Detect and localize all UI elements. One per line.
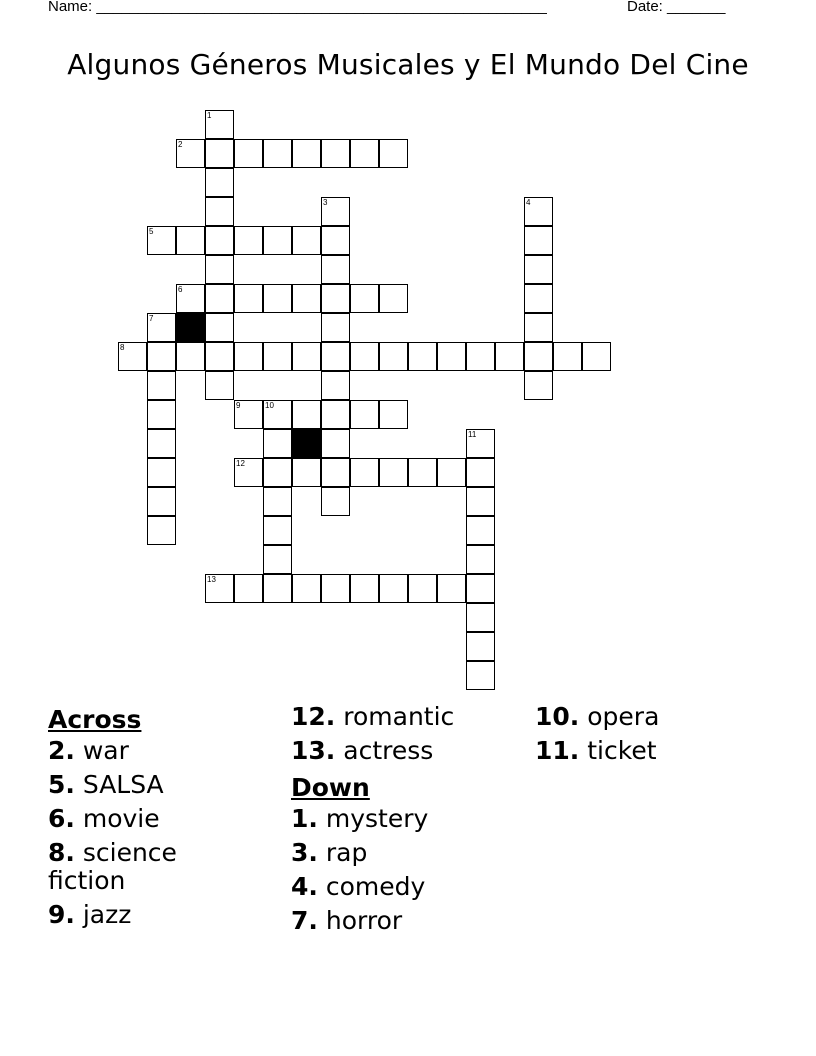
grid-cell[interactable]	[263, 284, 292, 313]
grid-cell[interactable]	[437, 458, 466, 487]
grid-cell[interactable]	[234, 574, 263, 603]
clue-number: 10	[265, 401, 274, 410]
grid-cell[interactable]	[292, 458, 321, 487]
grid-cell[interactable]	[176, 226, 205, 255]
grid-cell[interactable]	[263, 139, 292, 168]
grid-cell[interactable]	[205, 197, 234, 226]
grid-cell[interactable]	[263, 516, 292, 545]
grid-cell[interactable]	[118, 342, 147, 371]
clue-number: 5	[149, 227, 154, 236]
grid-cell[interactable]	[234, 139, 263, 168]
grid-cell[interactable]	[263, 574, 292, 603]
grid-cell[interactable]	[147, 226, 176, 255]
grid-cell[interactable]	[350, 574, 379, 603]
clue-number: 1	[207, 111, 212, 120]
grid-cell[interactable]	[379, 574, 408, 603]
clue-down-10: 10. opera	[535, 702, 660, 731]
grid-cell[interactable]	[321, 342, 350, 371]
grid-cell[interactable]	[234, 284, 263, 313]
grid-cell[interactable]	[379, 342, 408, 371]
grid-cell[interactable]	[350, 458, 379, 487]
grid-cell[interactable]	[321, 487, 350, 516]
grid-cell[interactable]	[263, 226, 292, 255]
grid-cell[interactable]	[176, 284, 205, 313]
grid-cell[interactable]	[234, 226, 263, 255]
grid-cell[interactable]	[321, 255, 350, 284]
grid-cell[interactable]	[263, 458, 292, 487]
grid-cell[interactable]	[205, 342, 234, 371]
clue-column-3	[535, 703, 755, 771]
grid-cell[interactable]	[321, 429, 350, 458]
clue-down-3: 3. rap	[291, 838, 368, 867]
grid-cell[interactable]	[466, 342, 495, 371]
clue-down-11: 11. ticket	[535, 736, 657, 765]
clue-number: 8	[120, 343, 125, 352]
grid-cell[interactable]	[321, 400, 350, 429]
grid-cell[interactable]	[205, 574, 234, 603]
grid-cell[interactable]	[205, 371, 234, 400]
grid-cell[interactable]	[147, 487, 176, 516]
grid-cell[interactable]	[350, 139, 379, 168]
grid-cell[interactable]	[379, 139, 408, 168]
grid-cell[interactable]	[321, 284, 350, 313]
grid-cell[interactable]	[408, 458, 437, 487]
clue-down-4: 4. comedy	[291, 872, 426, 901]
grid-cell[interactable]	[524, 255, 553, 284]
grid-cell[interactable]	[321, 226, 350, 255]
clue-column-2	[291, 703, 511, 941]
grid-cell[interactable]	[408, 574, 437, 603]
grid-cell[interactable]	[466, 545, 495, 574]
name-line: Name: ______________________________________________________	[48, 0, 547, 15]
grid-cell[interactable]	[379, 284, 408, 313]
grid-cell[interactable]	[292, 574, 321, 603]
grid-cell[interactable]	[205, 226, 234, 255]
grid-cell[interactable]	[321, 458, 350, 487]
grid-cell[interactable]	[263, 545, 292, 574]
clue-down-1: 1. mystery	[291, 804, 429, 833]
grid-cell[interactable]	[350, 284, 379, 313]
clue-number: 4	[526, 198, 531, 207]
grid-cell[interactable]	[263, 429, 292, 458]
grid-cell[interactable]	[582, 342, 611, 371]
grid-cell[interactable]	[466, 632, 495, 661]
grid-cell[interactable]	[321, 371, 350, 400]
clue-number: 6	[178, 285, 183, 294]
clue-across-5: 5. SALSA	[48, 770, 164, 799]
grid-cell[interactable]	[147, 400, 176, 429]
grid-cell[interactable]	[466, 661, 495, 690]
clue-number: 11	[468, 430, 477, 439]
grid-cell[interactable]	[147, 429, 176, 458]
clue-number: 7	[149, 314, 154, 323]
grid-cell[interactable]	[205, 110, 234, 139]
grid-cell[interactable]	[466, 458, 495, 487]
grid-cell[interactable]	[524, 197, 553, 226]
down-heading: Down	[291, 773, 370, 802]
clue-number: 2	[178, 140, 183, 149]
grid-cell[interactable]	[205, 284, 234, 313]
grid-cell[interactable]	[350, 342, 379, 371]
grid-cell[interactable]	[292, 226, 321, 255]
clue-number: 9	[236, 401, 241, 410]
grid-cell[interactable]	[437, 574, 466, 603]
clue-across-9: 9. jazz	[48, 900, 132, 929]
grid-cell[interactable]	[466, 429, 495, 458]
grid-cell[interactable]	[524, 284, 553, 313]
clue-across-12: 12. romantic	[291, 702, 455, 731]
clue-column-1	[48, 703, 248, 935]
grid-cell[interactable]	[321, 574, 350, 603]
grid-cell[interactable]	[205, 313, 234, 342]
page-title: Algunos Géneros Musicales y El Mundo Del Cine	[67, 48, 749, 81]
grid-cell[interactable]	[292, 139, 321, 168]
grid-cell[interactable]	[379, 458, 408, 487]
grid-cell[interactable]	[321, 139, 350, 168]
grid-cell[interactable]	[292, 284, 321, 313]
grid-cell[interactable]	[147, 313, 176, 342]
grid-cell[interactable]	[466, 516, 495, 545]
across-heading: Across	[48, 705, 142, 734]
grid-cell[interactable]	[350, 400, 379, 429]
date-line: Date: _______	[627, 0, 726, 15]
grid-cell[interactable]	[466, 574, 495, 603]
grid-cell[interactable]	[553, 342, 582, 371]
grid-cell[interactable]	[495, 342, 524, 371]
grid-cell[interactable]	[234, 342, 263, 371]
grid-cell[interactable]	[147, 371, 176, 400]
grid-cell[interactable]	[205, 139, 234, 168]
clue-down-7: 7. horror	[291, 906, 403, 935]
grid-cell[interactable]	[408, 342, 437, 371]
grid-cell[interactable]	[321, 313, 350, 342]
grid-cell[interactable]	[234, 400, 263, 429]
grid-cell[interactable]	[292, 400, 321, 429]
grid-cell[interactable]	[524, 371, 553, 400]
grid-cell[interactable]	[292, 342, 321, 371]
grid-cell[interactable]	[263, 487, 292, 516]
grid-cell[interactable]	[176, 342, 205, 371]
grid-cell[interactable]	[147, 516, 176, 545]
clue-number: 13	[207, 575, 216, 584]
grid-cell[interactable]	[466, 487, 495, 516]
grid-cell[interactable]	[263, 400, 292, 429]
grid-cell[interactable]	[524, 226, 553, 255]
grid-cell[interactable]	[205, 255, 234, 284]
clue-number: 12	[236, 459, 245, 468]
clue-across-6: 6. movie	[48, 804, 160, 833]
clue-number: 3	[323, 198, 328, 207]
grid-cell[interactable]	[234, 458, 263, 487]
grid-cell[interactable]	[147, 458, 176, 487]
black-square	[292, 429, 321, 458]
grid-cell[interactable]	[379, 400, 408, 429]
grid-cell[interactable]	[205, 168, 234, 197]
grid-cell[interactable]	[524, 313, 553, 342]
grid-cell[interactable]	[321, 197, 350, 226]
clue-across-2: 2. war	[48, 736, 129, 765]
grid-cell[interactable]	[176, 139, 205, 168]
clue-across-8: 8. science fiction	[48, 838, 177, 895]
grid-cell[interactable]	[437, 342, 466, 371]
clue-across-13: 13. actress	[291, 736, 434, 765]
grid-cell[interactable]	[524, 342, 553, 371]
grid-cell[interactable]	[147, 342, 176, 371]
grid-cell[interactable]	[466, 603, 495, 632]
grid-cell[interactable]	[263, 342, 292, 371]
black-square	[176, 313, 205, 342]
